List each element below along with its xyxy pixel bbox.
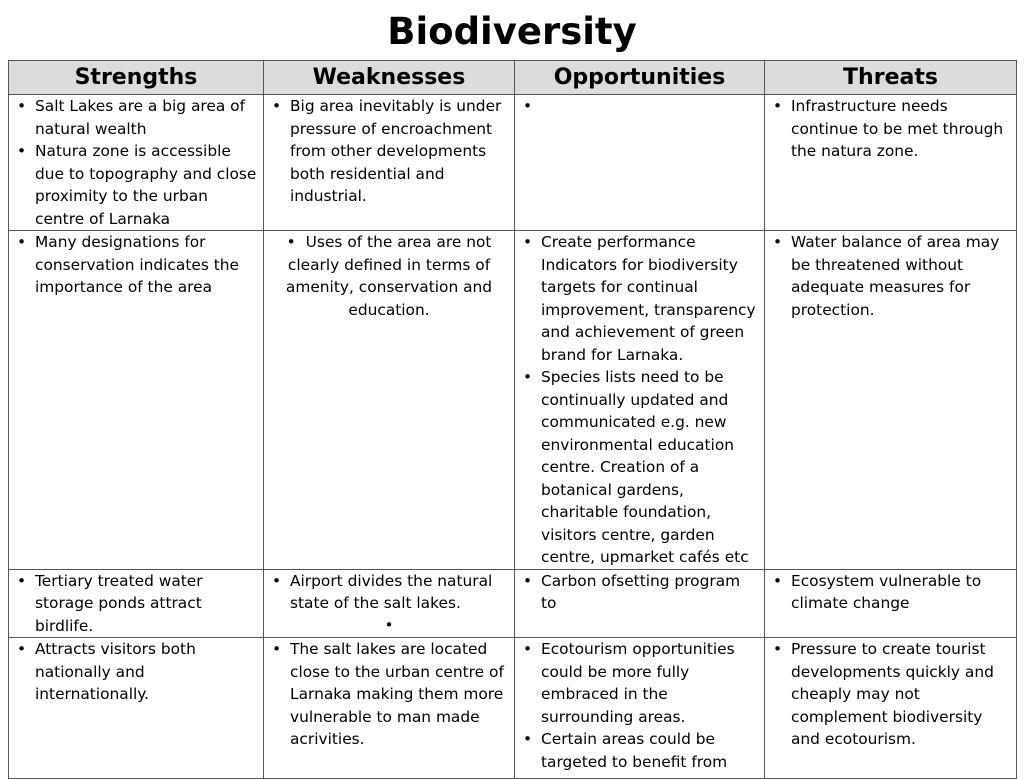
cell-weaknesses [264, 95, 515, 231]
list-item: • Certain areas could be targeted to benefit from [541, 728, 760, 773]
cell-opportunities [515, 231, 765, 570]
list-item: • Salt Lakes are a big area of natural wealth [35, 95, 259, 140]
cell-strengths [9, 95, 264, 231]
bullet-list [264, 231, 514, 321]
table-row [9, 95, 1017, 231]
table-row [9, 638, 1017, 779]
list-item: • The salt lakes are located close to the urban centre of Larnaka making them more vulnerable to man made acrivities. [290, 638, 510, 751]
header-row [9, 61, 1017, 95]
bullet-list [264, 638, 514, 751]
list-item: • Big area inevitably is under pressure of encroachment from other developments both residential and industrial. [290, 95, 510, 208]
header-opportunities: Opportunities [515, 61, 765, 95]
list-item: • Pressure to create tourist developments quickly and cheaply may not complement biodiversity and ecotourism. [791, 638, 1012, 751]
list-item: • Infrastructure needs continue to be met through the natura zone. [791, 95, 1012, 163]
list-item: • Many designations for conservation indicates the importance of the area [35, 231, 259, 299]
bullet-list [765, 570, 1016, 615]
cell-opportunities [515, 638, 765, 779]
cell-weaknesses [264, 569, 515, 638]
bullet-list [264, 95, 514, 208]
swot-table [8, 60, 1017, 779]
cell-weaknesses [264, 231, 515, 570]
cell-opportunities [515, 569, 765, 638]
bullet-list [515, 570, 764, 615]
cell-strengths [9, 638, 264, 779]
list-item: • Create performance Indicators for biodiversity targets for continual improvement, transparency and achievement of green brand for Larnaka. [541, 231, 760, 366]
bullet-list [9, 570, 263, 638]
list-item: • Uses of the area are not clearly defined in terms of amenity, conservation and education. [272, 231, 506, 321]
empty-bullet: • [384, 615, 394, 634]
list-item: • Ecosystem vulnerable to climate change [791, 570, 1012, 615]
cell-threats [765, 569, 1017, 638]
cell-threats [765, 638, 1017, 779]
cell-weaknesses [264, 638, 515, 779]
cell-strengths [9, 569, 264, 638]
list-item: • Water balance of area may be threatened without adequate measures for protection. [791, 231, 1012, 321]
cell-opportunities [515, 95, 765, 231]
list-item: • Tertiary treated water storage ponds attract birdlife. [35, 570, 259, 638]
list-item: • Natura zone is accessible due to topography and close proximity to the urban centre of Larnaka [35, 140, 259, 230]
list-item: • Species lists need to be continually updated and communicated e.g. new environmental education centre. Creation of a botanical gardens, charitable foundation, visitors centre, garden centre, upmarket cafés etc [541, 366, 760, 569]
list-item: • Attracts visitors both nationally and internationally. [35, 638, 259, 706]
cell-strengths [9, 231, 264, 570]
bullet-list [765, 638, 1016, 751]
bullet-list [9, 231, 263, 299]
cell-threats [765, 95, 1017, 231]
table-row [9, 569, 1017, 638]
list-item: • Carbon ofsetting program to [541, 570, 760, 615]
cell-threats [765, 231, 1017, 570]
list-item: • Ecotourism opportunities could be more fully embraced in the surrounding areas. [541, 638, 760, 728]
bullet-list [765, 95, 1016, 163]
bullet-list [515, 231, 764, 569]
bullet-list [264, 570, 514, 615]
header-weaknesses: Weaknesses [264, 61, 515, 95]
list-item: • Airport divides the natural state of the salt lakes. [290, 570, 510, 615]
bullet-list [515, 638, 764, 773]
page-title: Biodiversity [387, 10, 637, 53]
header-threats: Threats [765, 61, 1017, 95]
bullet-list [765, 231, 1016, 321]
header-strengths: Strengths [9, 61, 264, 95]
table-row [9, 231, 1017, 570]
bullet-list [9, 95, 263, 230]
bullet-list [9, 638, 263, 706]
